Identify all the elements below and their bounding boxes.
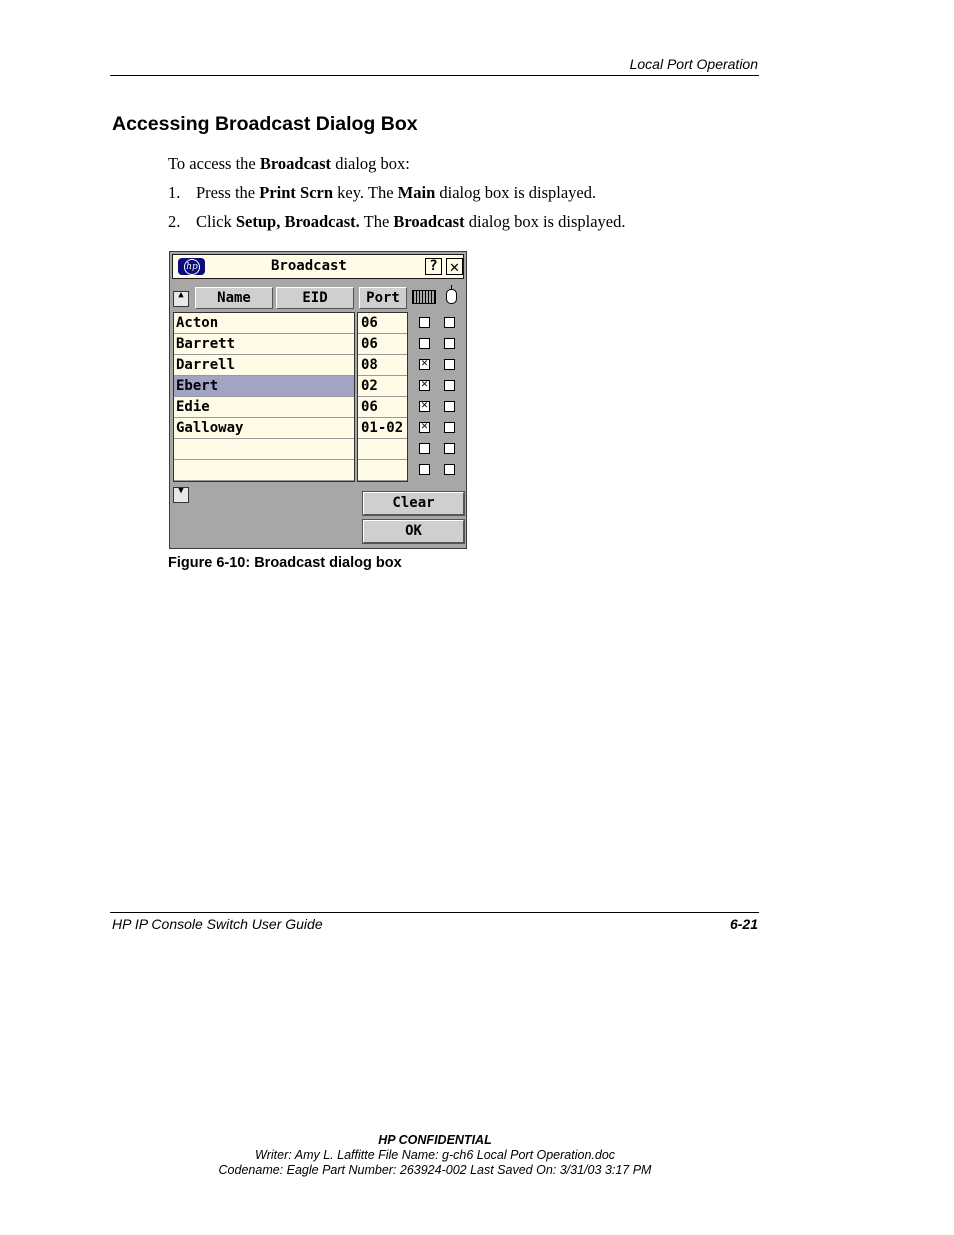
server-name-row[interactable]: Darrell xyxy=(174,355,354,376)
mouse-broadcast-checkbox[interactable] xyxy=(444,422,455,433)
server-port-cell: 06 xyxy=(358,334,407,355)
hp-logo-icon xyxy=(178,258,205,275)
step-1 xyxy=(168,183,596,203)
section-title: Accessing Broadcast Dialog Box xyxy=(112,113,418,135)
checkbox-row xyxy=(413,417,463,438)
keyboard-broadcast-checkbox[interactable] xyxy=(419,443,430,454)
sort-by-eid-button[interactable]: EID xyxy=(276,287,354,309)
server-name-row[interactable]: Barrett xyxy=(174,334,354,355)
step-number: 2. xyxy=(168,212,181,231)
scroll-up-button[interactable]: ▲ xyxy=(173,291,189,307)
server-name-row[interactable] xyxy=(174,439,354,460)
intro-paragraph xyxy=(168,154,410,174)
checkbox-row xyxy=(413,438,463,459)
server-port-cell xyxy=(358,460,407,481)
step-text: Press the xyxy=(196,183,260,202)
running-head xyxy=(110,56,759,76)
footer-guide-title: HP IP Console Switch User Guide xyxy=(112,916,323,932)
server-port-list xyxy=(357,312,408,482)
codename-line: Codename: Eagle Part Number: 263924-002 Last Saved On: 3/31/03 3:17 PM xyxy=(218,1163,652,1177)
help-button[interactable]: ? xyxy=(425,258,442,275)
sort-by-port-button[interactable]: Port xyxy=(359,287,407,309)
step-text: The xyxy=(359,212,394,231)
server-port-cell: 01-02 xyxy=(358,418,407,439)
writer-line: Writer: Amy L. Laffitte File Name: g-ch6 Local Port Operation.doc xyxy=(254,1148,616,1162)
step-2 xyxy=(168,212,625,232)
step-text: Click xyxy=(196,212,236,231)
step-text: dialog box is displayed. xyxy=(435,183,597,202)
intro-text-end: dialog box: xyxy=(331,154,410,173)
step-text: key. The xyxy=(333,183,398,202)
keyboard-broadcast-checkbox[interactable] xyxy=(419,338,430,349)
server-port-cell: 02 xyxy=(358,376,407,397)
server-name-list xyxy=(173,312,355,482)
mouse-broadcast-checkbox[interactable] xyxy=(444,359,455,370)
scroll-down-button[interactable]: ▼ xyxy=(173,487,189,503)
running-head-text: Local Port Operation xyxy=(629,56,758,72)
clear-button[interactable]: Clear xyxy=(363,492,464,515)
step-number: 1. xyxy=(168,183,181,202)
figure-caption: Figure 6-10: Broadcast dialog box xyxy=(168,555,402,571)
server-port-cell: 08 xyxy=(358,355,407,376)
checkbox-row xyxy=(413,375,463,396)
keyboard-icon xyxy=(412,290,436,304)
sort-by-name-button[interactable]: Name xyxy=(195,287,273,309)
keyboard-broadcast-checkbox[interactable]: ✕ xyxy=(420,380,429,390)
step-bold: Print Scrn xyxy=(259,183,334,202)
keyboard-broadcast-checkbox[interactable] xyxy=(419,464,430,475)
server-port-cell xyxy=(358,439,407,460)
mouse-broadcast-checkbox[interactable] xyxy=(444,464,455,475)
broadcast-checkbox-grid xyxy=(413,312,463,482)
ok-button[interactable]: OK xyxy=(363,520,464,543)
mouse-broadcast-checkbox[interactable] xyxy=(444,317,455,328)
dialog-title: Broadcast xyxy=(271,258,347,274)
mouse-broadcast-checkbox[interactable] xyxy=(444,380,455,391)
server-name-row[interactable]: Acton xyxy=(174,313,354,334)
checkbox-row xyxy=(413,459,463,480)
intro-text: To access the xyxy=(168,154,260,173)
keyboard-broadcast-checkbox[interactable]: ✕ xyxy=(420,422,429,432)
mouse-icon xyxy=(446,289,457,304)
server-name-row[interactable]: Edie xyxy=(174,397,354,418)
checkbox-row xyxy=(413,312,463,333)
broadcast-dialog xyxy=(169,251,467,549)
dialog-titlebar xyxy=(172,254,464,279)
hp-logo-text: hp xyxy=(184,259,200,275)
server-name-row[interactable] xyxy=(174,460,354,481)
keyboard-broadcast-checkbox[interactable]: ✕ xyxy=(420,401,429,411)
mouse-broadcast-checkbox[interactable] xyxy=(444,338,455,349)
page-footer xyxy=(110,912,759,933)
checkbox-row xyxy=(413,396,463,417)
step-bold: Setup, Broadcast. xyxy=(235,212,360,231)
confidential-label: HP CONFIDENTIAL xyxy=(378,1133,492,1147)
server-name-row[interactable]: Galloway xyxy=(174,418,354,439)
server-name-row[interactable]: Ebert xyxy=(174,376,354,397)
close-button[interactable]: ✕ xyxy=(446,258,463,275)
keyboard-broadcast-checkbox[interactable]: ✕ xyxy=(420,359,429,369)
step-bold: Main xyxy=(397,183,436,202)
keyboard-broadcast-checkbox[interactable] xyxy=(419,317,430,328)
footer-page-number: 6-21 xyxy=(729,916,758,932)
mouse-broadcast-checkbox[interactable] xyxy=(444,401,455,412)
checkbox-row xyxy=(413,354,463,375)
step-bold: Broadcast xyxy=(393,212,465,231)
checkbox-row xyxy=(413,333,463,354)
server-port-cell: 06 xyxy=(358,397,407,418)
intro-bold: Broadcast xyxy=(259,154,332,173)
server-port-cell: 06 xyxy=(358,313,407,334)
step-text: dialog box is displayed. xyxy=(464,212,626,231)
mouse-broadcast-checkbox[interactable] xyxy=(444,443,455,454)
confidential-block xyxy=(0,1133,870,1178)
